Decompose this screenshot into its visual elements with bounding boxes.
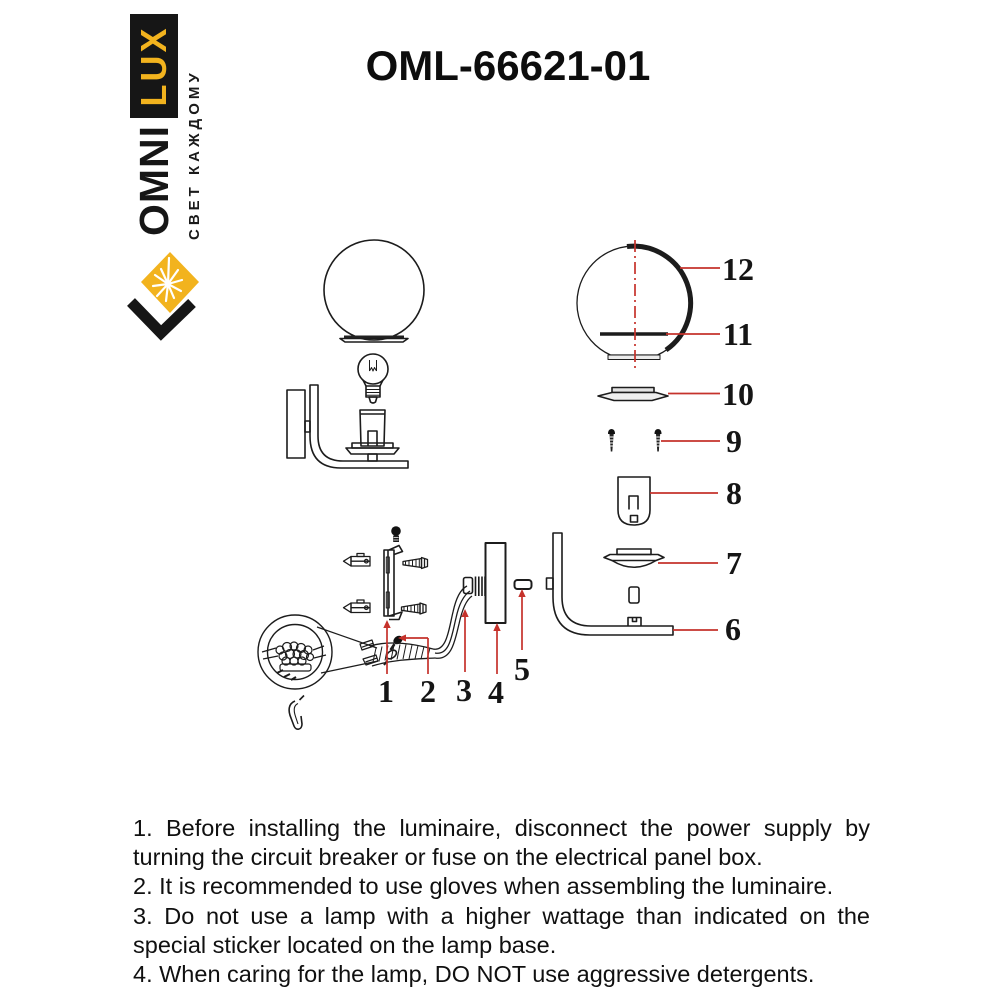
part-label-12: 12 xyxy=(722,251,754,287)
instruction-item: 3. Do not use a lamp with a higher wattage than indicated on the special sticker located on the lamp base. xyxy=(133,902,870,958)
part-label-4: 4 xyxy=(488,674,504,710)
part-label-11: 11 xyxy=(722,316,754,352)
part-label-7: 7 xyxy=(726,545,742,581)
part-label-1: 1 xyxy=(378,673,394,709)
leader-arrowheads xyxy=(383,589,525,642)
part-label-3: 3 xyxy=(456,672,472,708)
brand-secondary-text: LUX xyxy=(133,25,174,107)
instruction-item: 2. It is recommended to use gloves when assembling the luminaire. xyxy=(133,873,834,900)
brand-tagline: СВЕТ КАЖДОМУ xyxy=(186,69,203,240)
part-label-9: 9 xyxy=(726,423,742,459)
leader-lines xyxy=(383,240,720,674)
part-label-6: 6 xyxy=(725,611,741,647)
part-label-8: 8 xyxy=(726,475,742,511)
instruction-item: 1. Before installing the luminaire, disconnect the power supply by turning the circuit breaker or fuse on the electrical panel box. xyxy=(133,815,870,871)
part-label-2: 2 xyxy=(420,673,436,709)
instruction-item: 4. When caring for the lamp, DO NOT use aggressive detergents. xyxy=(133,961,815,988)
part-label-5: 5 xyxy=(514,651,530,687)
page-title: OML-66621-01 xyxy=(365,42,651,89)
assembled-lamp-drawing xyxy=(287,240,424,468)
instructions-block xyxy=(133,814,870,989)
part-label-10: 10 xyxy=(722,376,754,412)
brand-primary-text: OMNI xyxy=(131,124,177,236)
exploded-parts-drawing xyxy=(258,246,691,729)
